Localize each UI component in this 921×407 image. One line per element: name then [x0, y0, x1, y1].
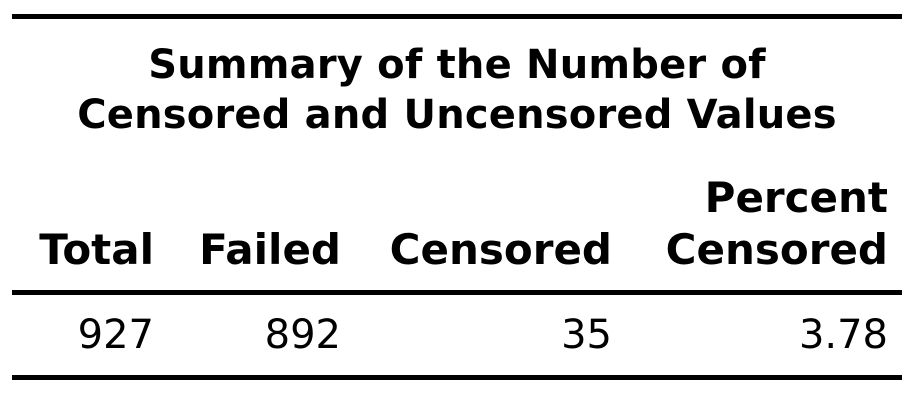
cell-censored: 35: [561, 312, 612, 358]
cell-total: 927: [77, 312, 154, 358]
header-percent-censored: [666, 172, 888, 276]
table-row: [12, 295, 902, 375]
summary-table: [12, 14, 902, 380]
table-title: [12, 40, 902, 140]
header-percent-line-2: Censored: [665, 225, 888, 274]
bottom-rule: [12, 375, 902, 380]
cell-failed: 892: [264, 312, 341, 358]
header-censored: Censored: [389, 225, 612, 274]
top-rule: [12, 14, 902, 19]
header-failed: Failed: [199, 225, 341, 274]
header-row: [12, 140, 902, 290]
table-title-line-1: Summary of the Number of: [148, 42, 766, 88]
cell-percent-censored: 3.78: [798, 312, 888, 358]
header-total: Total: [39, 225, 154, 274]
table-title-line-2: Censored and Uncensored Values: [77, 92, 837, 138]
header-percent-line-1: Percent: [704, 173, 888, 222]
